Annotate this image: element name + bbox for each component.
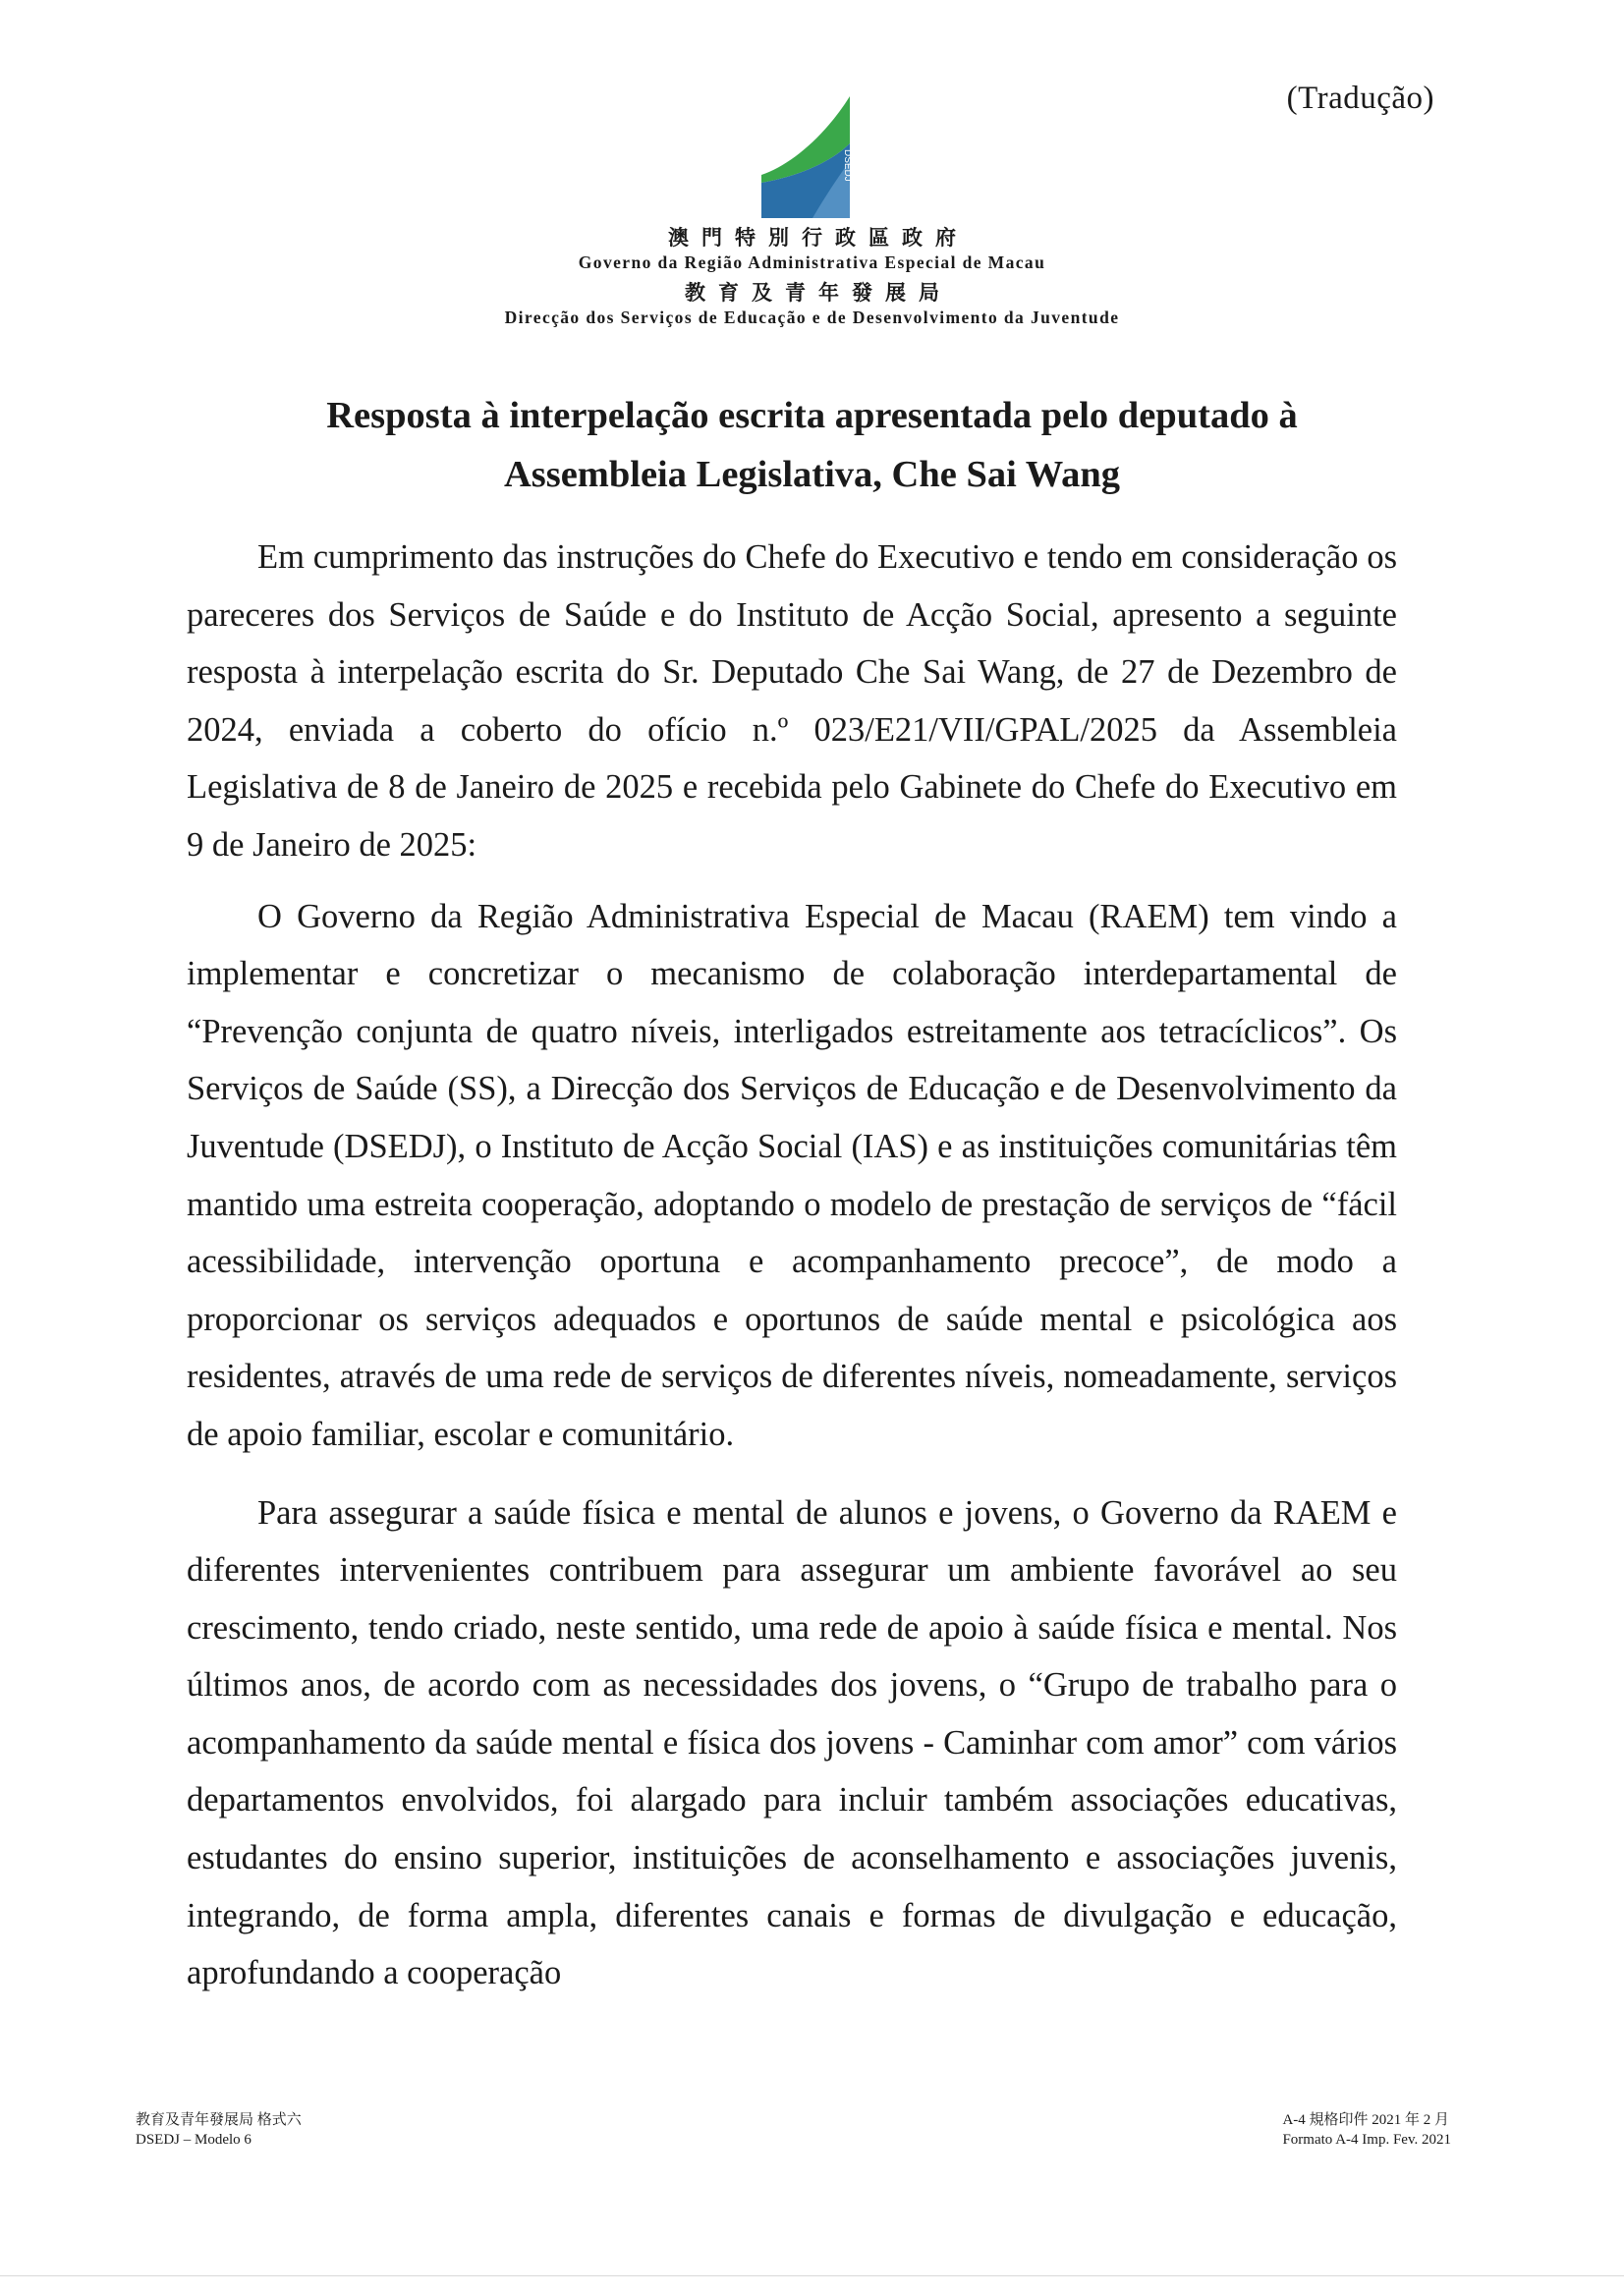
footer-left-line-2: DSEDJ – Modelo 6 [136,2132,252,2148]
dept-name-cn: 教育及青年發展局 [685,280,952,305]
gov-name-cn: 澳門特別行政區政府 [668,226,969,250]
document-body [187,529,1397,2002]
dsedj-logo [752,88,879,226]
paragraph-3: Para assegurar a saúde física e mental de alunos e jovens, o Governo da RAEM e diferentes intervenientes contribuem para assegurar um ambiente favorável ao seu crescimento, tendo criado, neste sentido, uma rede de apoio à saúde física e mental. Nos últimos anos, de acordo com as necessidades dos jovens, o “Grupo de trabalho para o acompanhamento da saúde mental e física dos jovens - Caminhar com amor” com vários departamentos envolvidos, foi alargado para incluir também associações educativas, estudantes do ensino superior, instituições de aconselhamento e associações juvenis, integrando, de forma ampla, diferentes canais e formas de divulgação e educação, aprofundando a cooperação [187,1493,1397,1992]
footer-right-line-2: Formato A-4 Imp. Fev. 2021 [1282,2132,1451,2148]
paragraph-2: O Governo da Região Administrativa Especial de Macau (RAEM) tem vindo a implementar e concretizar o mecanismo de colaboração interdepartamental de “Prevenção conjunta de quatro níveis, interligados estreitamente aos tetracíclicos”. Os Serviços de Saúde (SS), a Direcção dos Serviços de Educação e de Desenvolvimento da Juventude (DSEDJ), o Instituto de Acção Social (IAS) e as instituições comunitárias têm mantido uma estreita cooperação, adoptando o modelo de prestação de serviços de “fácil acessibilidade, intervenção oportuna e acompanhamento precoce”, de modo a proporcionar os serviços adequados e oportunos de saúde mental e psicológica aos residentes, através de uma rede de serviços de diferentes níveis, nomeadamente, serviços de apoio familiar, escolar e comunitário. [187,897,1397,1453]
paragraph-1: Em cumprimento das instruções do Chefe do Executivo e tendo em consideração os pareceres dos Serviços de Saúde e do Instituto de Acção Social, apresento a seguinte resposta à interpelação escrita do Sr. Deputado Che Sai Wang, de 27 de Dezembro de 2024, enviada a coberto do ofício n.º 023/E21/VII/GPAL/2025 da Assembleia Legislativa de 8 de Janeiro de 2025 e recebida pelo Gabinete do Chefe do Executivo em 9 de Janeiro de 2025: [187,538,1397,864]
scan-edge-line [0,2275,1624,2276]
translation-note: (Tradução) [1286,81,1434,116]
footer-form-id [136,2110,302,2150]
footer-right-line-1: A-4 規格印件 2021 年 2 月 [1282,2112,1450,2128]
title-line-2: Assembleia Legislativa, Che Sai Wang [503,454,1121,495]
footer-print-format [1282,2110,1451,2150]
document-title [187,386,1437,504]
gov-name-pt: Governo da Região Administrativa Especial de Macau [578,252,1046,272]
footer-left-line-1: 教育及青年發展局 格式六 [136,2112,302,2128]
logo-text: DSEDJ [842,149,853,182]
title-line-1: Resposta à interpelação escrita apresentada pelo deputado à [326,395,1298,436]
dept-name-pt: Direcção dos Serviços de Educação e de Desenvolvimento da Juventude [504,307,1120,327]
letterhead [0,228,1624,326]
